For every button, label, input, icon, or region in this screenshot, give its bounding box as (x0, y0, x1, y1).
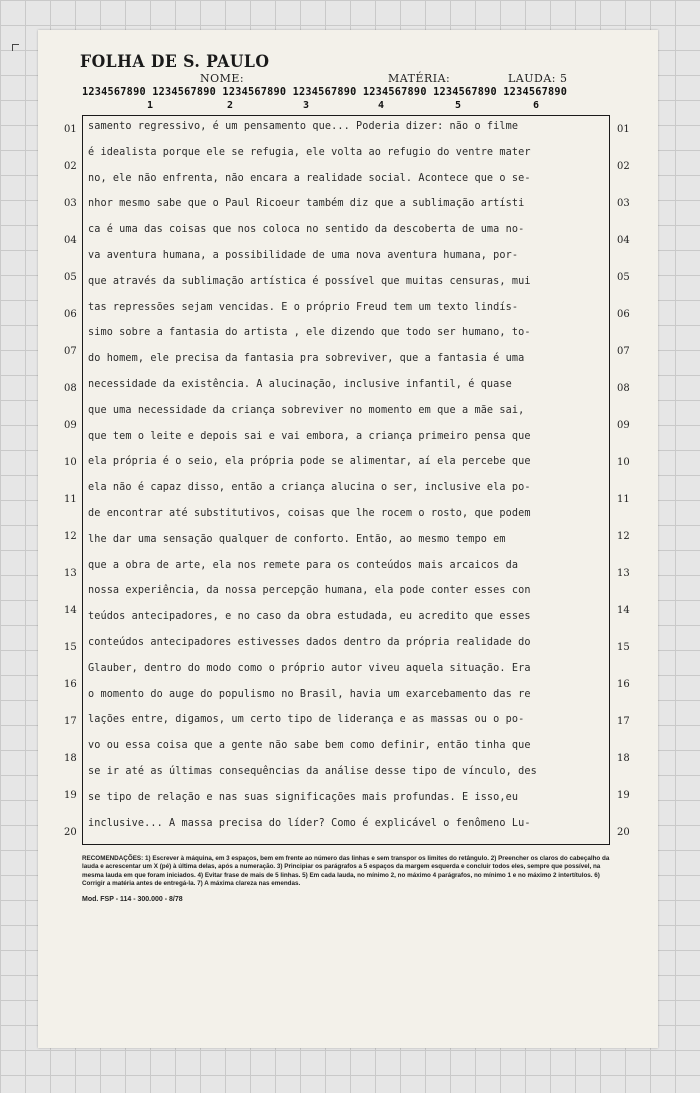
typed-line: se ir até as últimas consequências da análise desse tipo de vínculo, des (88, 766, 537, 777)
right-line-number: 20 (617, 827, 630, 838)
nome-label: NOME: (200, 72, 245, 85)
typed-line: o momento do auge do populismo no Brasil, havia um exarcebamento das re (88, 688, 531, 700)
left-line-number: 10 (64, 457, 77, 468)
right-line-number: 09 (617, 420, 630, 431)
typed-line: lhe dar uma sensação qualquer de conforto. Então, ao mesmo tempo em (88, 533, 506, 545)
left-line-number: 06 (64, 309, 77, 320)
materia-label: MATÉRIA: (388, 72, 451, 85)
left-line-number: 11 (64, 494, 77, 505)
typed-line: ela não é capaz disso, então a criança alucina o ser, inclusive ela po- (88, 482, 531, 494)
typed-line: teúdos antecipadores, e no caso da obra estudada, eu acredito que esses (88, 611, 531, 623)
ruler-ten-mark: 6 (533, 100, 540, 111)
form-model-number: Mod. FSP - 114 - 300.000 - 8/78 (82, 896, 183, 903)
left-line-number: 18 (64, 753, 77, 764)
character-count-ruler: 1234567890 1234567890 1234567890 1234567890 1234567890 1234567890 1234567890 (82, 87, 568, 98)
right-line-number: 08 (617, 383, 630, 394)
left-line-number: 04 (64, 235, 77, 246)
typed-line: va aventura humana, a possibilidade de uma nova aventura humana, por- (88, 250, 519, 261)
typed-line: necessidade da existência. A alucinação, inclusive infantil, é quase (88, 379, 512, 390)
typed-line: que através da sublimação artística é possível que muitas censuras, mui (88, 275, 531, 287)
left-line-number: 09 (64, 420, 77, 431)
left-line-number: 05 (64, 272, 77, 283)
right-line-number: 18 (617, 753, 630, 764)
left-line-number: 07 (64, 346, 77, 357)
typed-line: Glauber, dentro do modo como o próprio autor viveu aquela situação. Era (88, 662, 531, 674)
ruler-ten-mark: 2 (227, 100, 234, 111)
left-line-number: 16 (64, 679, 77, 690)
ruler-ten-mark: 5 (455, 100, 462, 111)
recommendations-footnote: RECOMENDAÇÕES: 1) Escrever à máquina, em 3 espaços, bem em frente ao número das linhas e sem transpor os limites do retângulo. 2) Preencher os claros do cabeçalho da lauda e acrescentar um X (pé) à última delas, após a numeração. 3) Principiar os parágrafos a 5 espaços da margem esquerda e concluir todos eles, sempre que possível, na mesma lauda em que foram iniciados. 4) Evitar frase de mais de 5 linhas. 5) Em cada lauda, no mínimo 2, no máximo 4 parágrafos, no mínimo 1 e no máximo 2 intertítulos. 6) Corrigir a matéria antes de entregá-la. 7) A máxima clareza nas emendas. (82, 855, 610, 887)
left-line-number: 19 (64, 790, 77, 801)
grid-corner-mark (12, 44, 19, 51)
right-line-number: 15 (617, 642, 630, 653)
right-line-number: 13 (617, 568, 630, 579)
typed-line: que tem o leite e depois sai e vai embora, a criança primeiro pensa que (88, 430, 531, 442)
typed-text-box (82, 115, 610, 845)
right-line-number: 06 (617, 309, 630, 320)
typed-line: no, ele não enfrenta, não encara a realidade social. Acontece que o se- (88, 172, 531, 184)
left-line-number: 17 (64, 716, 77, 727)
right-line-number: 10 (617, 457, 630, 468)
right-line-number: 19 (617, 790, 630, 801)
right-line-number: 16 (617, 679, 630, 690)
left-line-number: 15 (64, 642, 77, 653)
typed-line: que uma necessidade da criança sobreviver no momento em que a mãe sai, (88, 404, 525, 416)
left-line-number: 13 (64, 568, 77, 579)
typed-line: ca é uma das coisas que nos coloca no sentido da descoberta de uma no- (88, 224, 525, 236)
right-line-number: 05 (617, 272, 630, 283)
typed-line: lações entre, digamos, um certo tipo de liderança e as massas ou o po- (88, 714, 525, 726)
typed-line: samento regressivo, é um pensamento que... Poderia dizer: não o filme (88, 121, 519, 132)
typed-line: que a obra de arte, ela nos remete para os conteúdos mais arcaicos da (88, 559, 519, 571)
typed-line: é idealista porque ele se refugia, ele volta ao refugio do ventre mater (88, 146, 531, 158)
lauda-label: LAUDA: 5 (508, 72, 568, 85)
typed-line: vo ou essa coisa que a gente não sabe bem como definir, então tinha que (88, 740, 531, 752)
left-line-number: 14 (64, 605, 77, 616)
typed-line: nossa experiência, da nossa percepção humana, ela pode conter esses con (88, 585, 531, 597)
left-line-number: 01 (64, 124, 77, 135)
right-line-number: 07 (617, 346, 630, 357)
typed-line: nhor mesmo sabe que o Paul Ricoeur também diz que a sublimação artísti (88, 198, 525, 210)
ruler-ten-mark: 1 (147, 100, 154, 111)
newspaper-masthead: FOLHA DE S. PAULO (80, 52, 270, 72)
typed-line: conteúdos antecipadores estivesses dados dentro da própria realidade do (88, 637, 531, 648)
left-line-number: 03 (64, 198, 77, 209)
right-line-number: 03 (617, 198, 630, 209)
ruler-ten-mark: 4 (378, 100, 385, 111)
typed-line: tas repressões sejam vencidas. E o próprio Freud tem um texto lindís- (88, 301, 519, 313)
left-line-number: 08 (64, 383, 77, 394)
right-line-number: 02 (617, 161, 630, 172)
right-line-number: 12 (617, 531, 630, 542)
typed-line: se tipo de relação e nas suas significações mais profundas. E isso,eu (88, 791, 519, 803)
right-line-number: 04 (617, 235, 630, 246)
left-line-number: 12 (64, 531, 77, 542)
left-line-number: 20 (64, 827, 77, 838)
right-line-number: 11 (617, 494, 630, 505)
right-line-number: 01 (617, 124, 630, 135)
right-line-number: 17 (617, 716, 630, 727)
typed-line: ela própria é o seio, ela própria pode se alimentar, aí ela percebe que (88, 456, 531, 468)
typed-line: do homem, ele precisa da fantasia pra sobreviver, que a fantasia é uma (88, 353, 525, 365)
typed-line: de encontrar até substitutivos, coisas que lhe rocem o rosto, que podem (88, 508, 531, 519)
typed-line: simo sobre a fantasia do artista , ele dizendo que todo ser humano, to- (88, 327, 531, 339)
left-line-number: 02 (64, 161, 77, 172)
ruler-ten-mark: 3 (303, 100, 310, 111)
right-line-number: 14 (617, 605, 630, 616)
typed-line: inclusive... A massa precisa do líder? Como é explicável o fenômeno Lu- (88, 817, 531, 829)
